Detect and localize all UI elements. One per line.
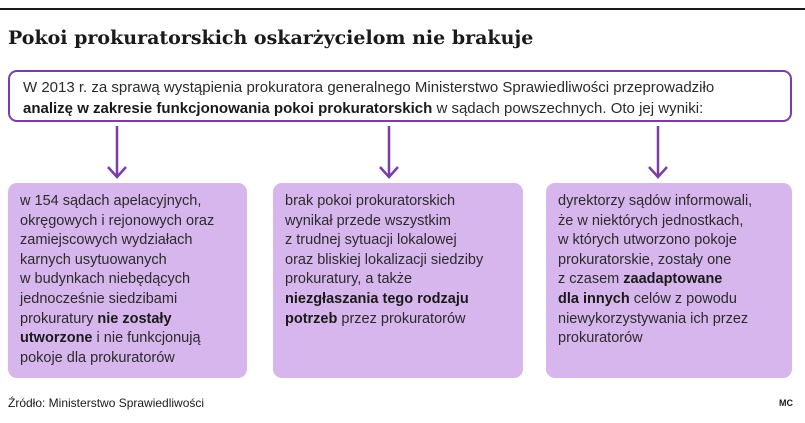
arrow-down-icon [105,126,129,180]
finding-text: przez prokuratorów [337,310,466,327]
page-title: Pokoi prokuratorskich oskarżycielom nie brakuje [8,27,534,49]
finding-emphasis: nie zostały utworzone [20,310,172,347]
finding-text: i nie funkcjonują pokoje dla prokuratorów [20,330,201,366]
finding-text: celów z powodu niewykorzystywania ich przez prokuratorów [558,290,749,347]
top-rule [0,8,805,10]
finding-text: brak pokoi prokuratorskich wynikał przede wszystkim z trudnej sytuacji lokalowej oraz bliskiej lokalizacji siedziby prokuratury, a także [285,193,484,288]
intro-line-2 [23,98,780,119]
arrow-down-icon [377,126,401,180]
finding-text: w 154 sądach apelacyjnych, okręgowych i rejonowych oraz zamiejscowych wydziałach karnych usytuowanych w budynkach niebędących jednocześnie siedzibami prokuratury [20,193,215,327]
intro-rest: w sądach powszechnych. Oto jej wyniki: [432,100,704,117]
intro-emphasis: analizę w zakresie funkcjonowania pokoi prokuratorskich [23,100,433,117]
source-note: Źródło: Ministerstwo Sprawiedliwości [8,396,205,410]
intro-line-1: W 2013 r. za sprawą wystąpienia prokuratora generalnego Ministerstwo Sprawiedliwości przeprowadziło [23,79,715,96]
credit-mark: MC [779,398,793,408]
finding-emphasis: niezgłaszania tego rodzaju potrzeb [285,290,469,327]
arrow-down-icon [646,126,670,180]
finding-card [546,183,792,378]
finding-text: dyrektorzy sądów informowali, że w niektórych jednostkach, w których utworzono pokoje prokuratorskie, zostały one z czasem [558,193,753,288]
finding-card [273,183,523,378]
finding-card [8,183,247,378]
intro-box [8,70,792,122]
finding-emphasis: zaadaptowane dla innych [558,271,723,307]
